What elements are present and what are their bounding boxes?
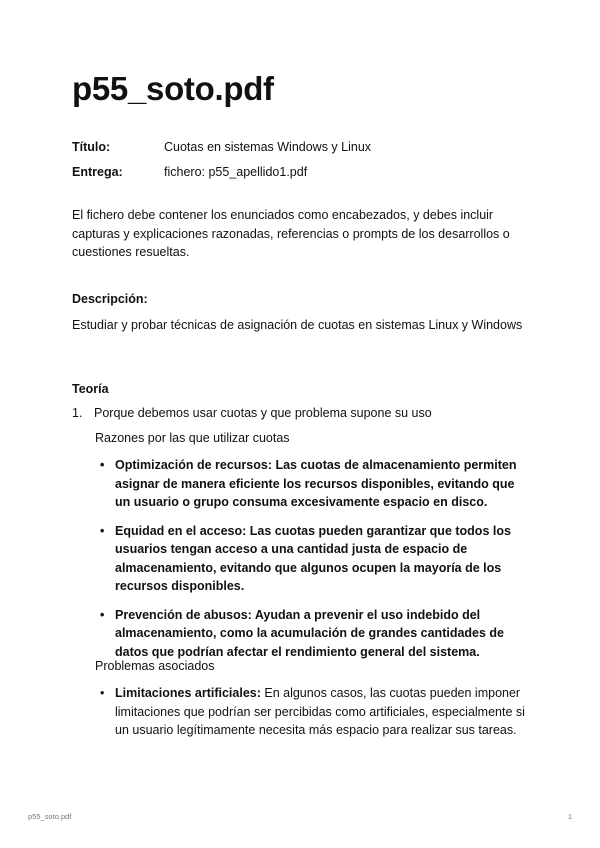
question-item (72, 406, 532, 420)
list-item (98, 684, 528, 740)
meta-key-titulo: Título: (72, 139, 111, 154)
question-number: 1. (72, 406, 83, 420)
meta-key-entrega: Entrega: (72, 164, 123, 179)
bullet-icon: • (100, 686, 105, 700)
list-item (98, 456, 528, 512)
question-list (72, 406, 532, 420)
question-text: Porque debemos usar cuotas y que problema supone su uso (94, 406, 432, 420)
meta-value-titulo: Cuotas en sistemas Windows y Linux (164, 139, 372, 154)
bullet-icon: • (100, 607, 105, 622)
list-item-text: Optimización de recursos: Las cuotas de almacenamiento permiten asignar de manera eficiente los recursos disponibles, evitando que un usuario o grupo consuma excesivamente espacio en disco. (115, 458, 517, 509)
meta-row-titulo (72, 134, 371, 159)
list-item-text: Equidad en el acceso: Las cuotas pueden garantizar que todos los usuarios tengan acceso a una cantidad justa de espacio de almacenamiento, evitando que algunos ocupen la mayoría de los recursos disponibles. (115, 523, 511, 593)
razones-list (98, 456, 528, 671)
descripcion-paragraph: Estudiar y probar técnicas de asignación de cuotas en sistemas Linux y Windows (72, 318, 523, 332)
descripcion-heading: Descripción: (72, 292, 148, 306)
problemas-heading: Problemas asociados (95, 659, 215, 673)
bullet-icon: • (100, 458, 105, 472)
razones-heading: Razones por las que utilizar cuotas (95, 431, 290, 445)
footer-filename: p55_soto.pdf (28, 812, 72, 821)
meta-row-entrega (72, 159, 371, 184)
footer-page-number: 1 (567, 812, 572, 821)
metadata-table (72, 134, 371, 184)
list-item (98, 522, 528, 596)
list-item-text: Prevención de abusos: Ayudan a prevenir el uso indebido del almacenamiento, como la acumulación de grandes cantidades de datos que podrían afectar el rendimiento general del sistema. (115, 607, 505, 659)
bullet-icon: • (100, 523, 105, 538)
meta-value-entrega: fichero: p55_apellido1.pdf (164, 164, 308, 179)
list-item (98, 606, 528, 662)
problemas-list (98, 684, 528, 750)
document-title: p55_soto.pdf (72, 70, 274, 107)
teoria-heading: Teoría (72, 382, 109, 396)
intro-paragraph: El fichero debe contener los enunciados como encabezados, y debes incluir capturas y explicaciones razonadas, referencias o prompts de los desarrollos o cuestiones resueltas. (72, 208, 510, 259)
list-item-term: Limitaciones artificiales: (115, 686, 261, 700)
list-item-text: En algunos casos, las cuotas pueden imponer limitaciones que podrían ser percibidas como artificiales, especialmente si un usuario legítimamente necesita más espacio para realizar sus tareas. (115, 686, 525, 737)
